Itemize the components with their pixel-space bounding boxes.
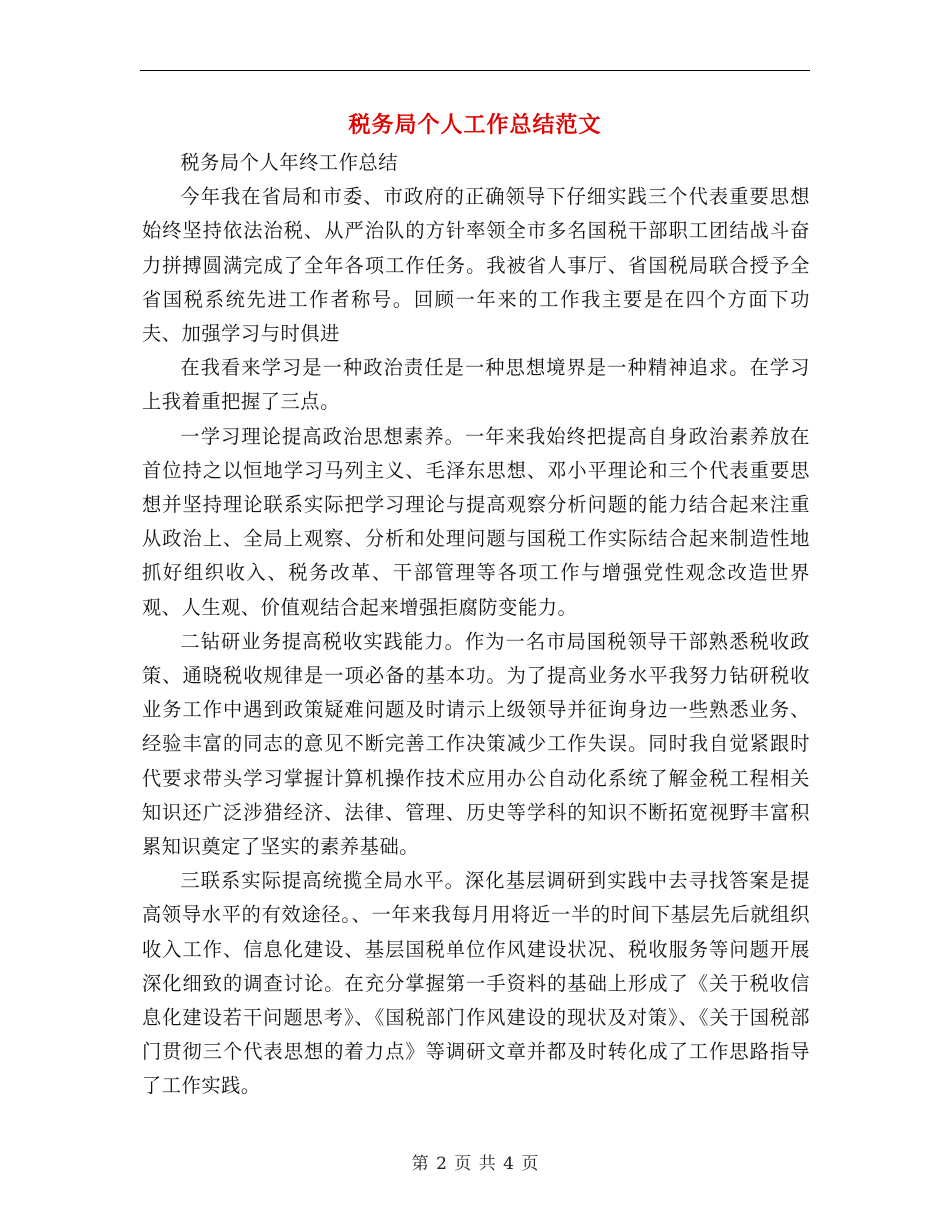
paragraph-point-three: 三联系实际提高统揽全局水平。深化基层调研到实践中去寻找答案是提高领导水平的有效途径。、一年来我每月用将近一半的时间下基层先后就组织收入工作、信息化建设、基层国税单位作风建设状况、税收服务等问题开展深化细致的调查讨论。在充分掌握第一手资料的基础上形成了《关于税收信息化建设若干问题思考》、《国税部门作风建设的现状及对策》、《关于国税部门贯彻三个代表思想的着力点》等调研文章并都及时转化成了工作思路指导了工作实践。 <box>142 869 810 1098</box>
paragraph-intro: 今年我在省局和市委、市政府的正确领导下仔细实践三个代表重要思想始终坚持依法治税、从严治队的方针率领全市多名国税干部职工团结战斗奋力拼搏圆满完成了全年各项工作任务。我被省人事厅、省国税局联合授予全省国税系统先进工作者称号。回顾一年来的工作我主要是在四个方面下功夫、加强学习与时俱进 <box>142 185 810 346</box>
document-body <box>142 146 810 1104</box>
paragraph-learning: 在我看来学习是一种政治责任是一种思想境界是一种精神追求。在学习上我着重把握了三点。 <box>142 356 810 414</box>
paragraph-point-two: 二钻研业务提高税收实践能力。作为一名市局国税领导干部熟悉税收政策、通晓税收规律是一项必备的基本功。为了提高业务水平我努力钻研税收业务工作中遇到政策疑难问题及时请示上级领导并征询身边一些熟悉业务、经验丰富的同志的意见不断完善工作决策减少工作失误。同时我自觉紧跟时代要求带头学习掌握计算机操作技术应用办公自动化系统了解金税工程相关知识还广泛涉猎经济、法律、管理、历史等学科的知识不断拓宽视野丰富积累知识奠定了坚实的素养基础。 <box>142 629 810 859</box>
page-number-footer: 第 2 页 共 4 页 <box>411 1154 539 1174</box>
paragraph-point-one: 一学习理论提高政治思想素养。一年来我始终把提高自身政治素养放在首位持之以恒地学习马列主义、毛泽东思想、邓小平理论和三个代表重要思想并坚持理论联系实际把学习理论与提高观察分析问题的能力结合起来注重从政治上、全局上观察、分析和处理问题与国税工作实际结合起来制造性地抓好组织收入、税务改革、干部管理等各项工作与增强党性观念改造世界观、人生观、价值观结合起来增强拒腐防变能力。 <box>142 424 810 619</box>
document-title: 税务局个人工作总结范文 <box>348 113 602 138</box>
header-rule <box>140 70 810 71</box>
paragraph-subtitle: 税务局个人年终工作总结 <box>180 151 399 174</box>
